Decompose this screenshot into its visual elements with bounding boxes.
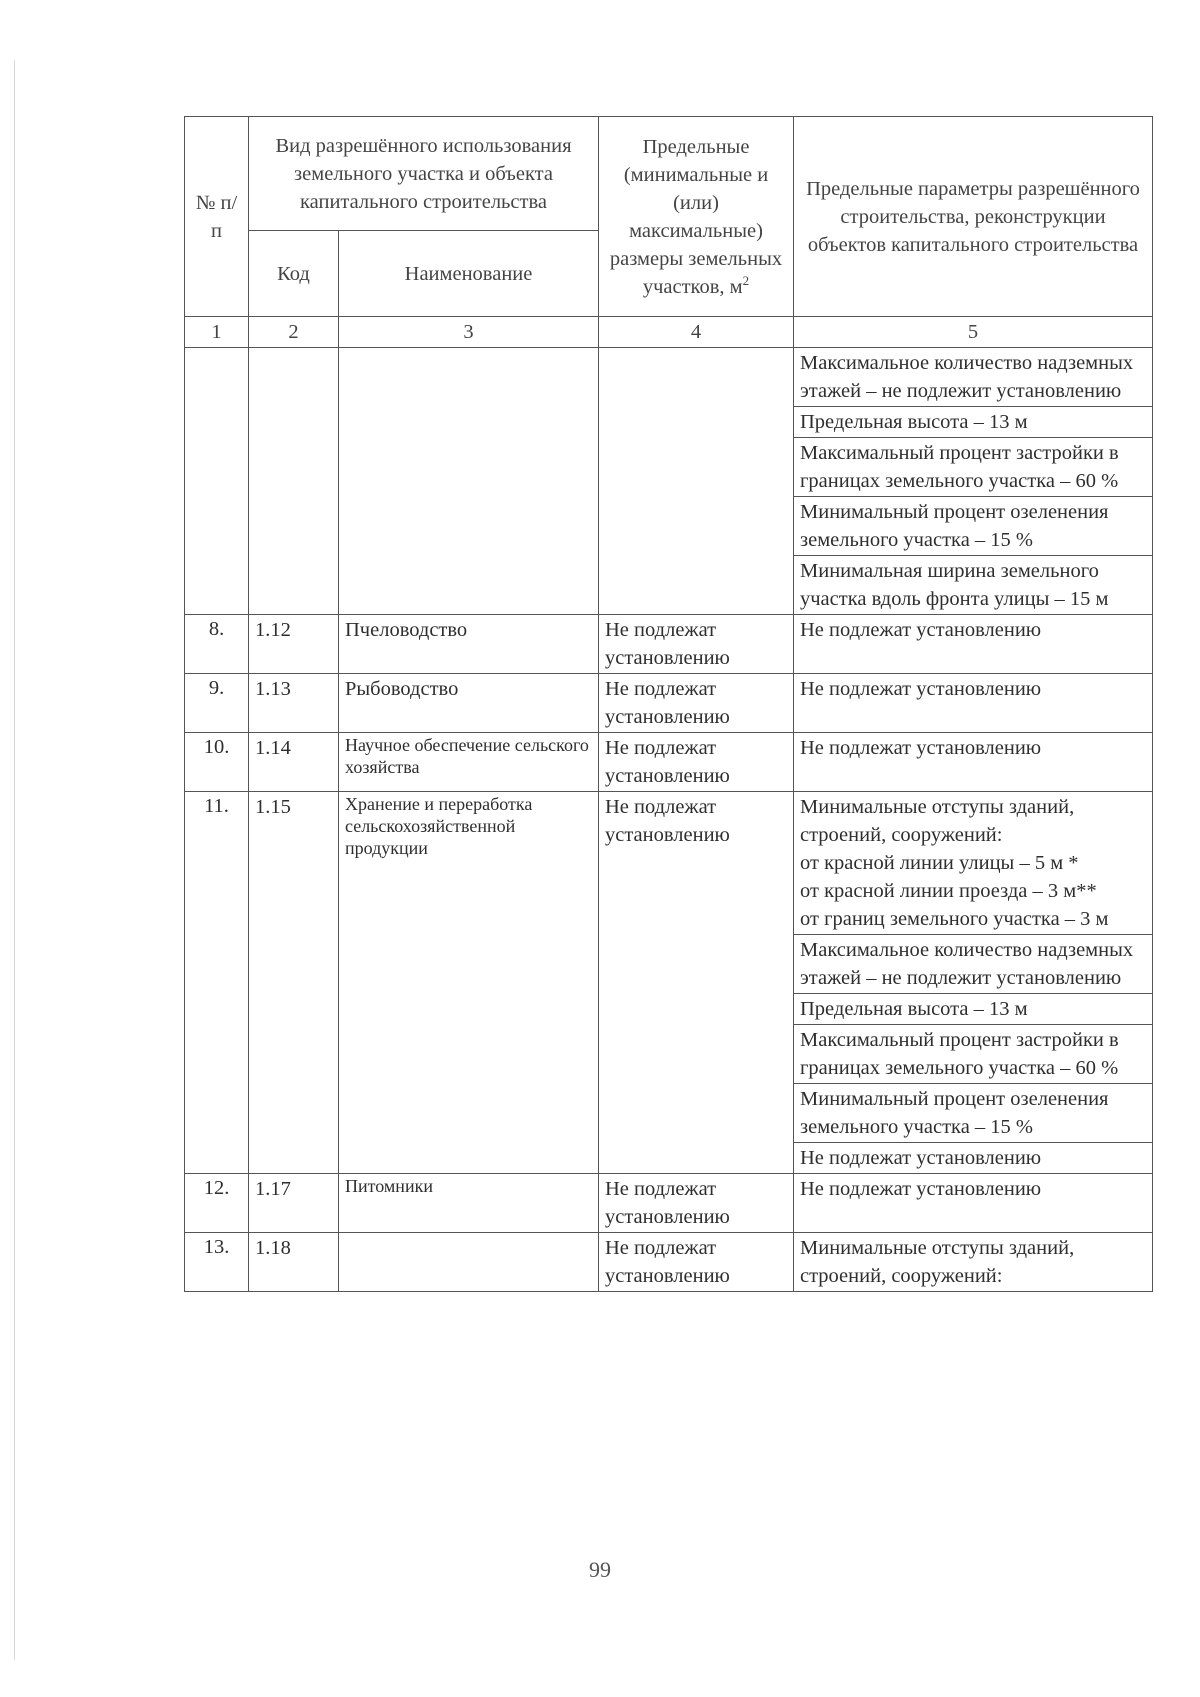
row-num: 12. xyxy=(185,1174,249,1233)
param-cell: Предельная высота – 13 м xyxy=(794,994,1153,1025)
header-name: Наименование xyxy=(339,231,599,317)
row-code: 1.12 xyxy=(249,615,339,674)
row-size: Не подлежат установлению xyxy=(599,792,794,1174)
param-cell: Минимальная ширина земельного участка вдоль фронта улицы – 15 м xyxy=(794,556,1153,615)
scan-margin-line xyxy=(14,60,15,1660)
row-num: 11. xyxy=(185,792,249,1174)
table-row xyxy=(185,674,1153,733)
row-name: Научное обеспечение сельского хозяйства xyxy=(339,733,599,792)
row-num: 10. xyxy=(185,733,249,792)
row-size: Не подлежат установлению xyxy=(599,674,794,733)
col-number-3: 3 xyxy=(339,317,599,348)
setback-boundary: от границ земельного участка – 3 м xyxy=(800,908,1109,930)
row-code: 1.13 xyxy=(249,674,339,733)
land-use-regulations-table xyxy=(184,116,1153,1292)
table-row xyxy=(185,348,1153,407)
row-name: Хранение и переработка сельскохозяйственной продукции xyxy=(339,792,599,1174)
row-param: Минимальные отступы зданий, строений, сооружений: xyxy=(794,1233,1153,1292)
col-number-1: 1 xyxy=(185,317,249,348)
table-row xyxy=(185,1233,1153,1292)
col-number-4: 4 xyxy=(599,317,794,348)
col-number-2: 2 xyxy=(249,317,339,348)
row-num: 9. xyxy=(185,674,249,733)
row-code: 1.18 xyxy=(249,1233,339,1292)
row-param: Не подлежат установлению xyxy=(794,1174,1153,1233)
table-row xyxy=(185,792,1153,935)
cont-code-cell xyxy=(249,348,339,615)
table-row xyxy=(185,1174,1153,1233)
row-size: Не подлежат установлению xyxy=(599,733,794,792)
row-size: Не подлежат установлению xyxy=(599,1233,794,1292)
table-row xyxy=(185,733,1153,792)
param-cell: Минимальный процент озеленения земельного участка – 15 % xyxy=(794,497,1153,556)
param-cell: Максимальное количество надземных этажей – не подлежит установлению xyxy=(794,935,1153,994)
param-cell: Максимальный процент застройки в границах земельного участка – 60 % xyxy=(794,1025,1153,1084)
header-params: Предельные параметры разрешённого строительства, реконструкции объектов капитального строительства xyxy=(794,117,1153,317)
row-param: Не подлежат установлению xyxy=(794,674,1153,733)
page-number: 99 xyxy=(589,1557,611,1582)
header-use-type: Вид разрешённого использования земельного участка и объекта капитального строительства xyxy=(249,117,599,231)
row-code: 1.17 xyxy=(249,1174,339,1233)
row-name xyxy=(339,1233,599,1292)
header-sizes-text: Предельные (минимальные и (или) максимальные) размеры земельных участков, м xyxy=(609,135,783,298)
param-cell: Максимальный процент застройки в границах земельного участка – 60 % xyxy=(794,438,1153,497)
header-code: Код xyxy=(249,231,339,317)
row-name: Рыбоводство xyxy=(339,674,599,733)
col-number-5: 5 xyxy=(794,317,1153,348)
header-sizes-sup: 2 xyxy=(742,272,750,288)
row-code: 1.14 xyxy=(249,733,339,792)
table-row xyxy=(185,615,1153,674)
cont-name-cell xyxy=(339,348,599,615)
row-name: Питомники xyxy=(339,1174,599,1233)
setbacks-cell xyxy=(794,792,1153,935)
param-cell: Минимальный процент озеленения земельного участка – 15 % xyxy=(794,1084,1153,1143)
param-cell: Максимальное количество надземных этажей – не подлежит установлению xyxy=(794,348,1153,407)
row-size: Не подлежат установлению xyxy=(599,1174,794,1233)
row-param: Не подлежат установлению xyxy=(794,615,1153,674)
row-num: 8. xyxy=(185,615,249,674)
cont-size-cell xyxy=(599,348,794,615)
row-size: Не подлежат установлению xyxy=(599,615,794,674)
param-cell: Предельная высота – 13 м xyxy=(794,407,1153,438)
header-num: № п/п xyxy=(185,117,249,317)
setbacks-title: Минимальные отступы зданий, строений, сооружений: xyxy=(800,796,1075,846)
row-code: 1.15 xyxy=(249,792,339,1174)
header-sizes xyxy=(599,117,794,317)
cont-num-cell xyxy=(185,348,249,615)
row-param: Не подлежат установлению xyxy=(794,733,1153,792)
setback-passage: от красной линии проезда – 3 м** xyxy=(800,880,1097,902)
row-name: Пчеловодство xyxy=(339,615,599,674)
param-cell: Не подлежат установлению xyxy=(794,1143,1153,1174)
setback-street: от красной линии улицы – 5 м * xyxy=(800,852,1079,874)
row-num: 13. xyxy=(185,1233,249,1292)
